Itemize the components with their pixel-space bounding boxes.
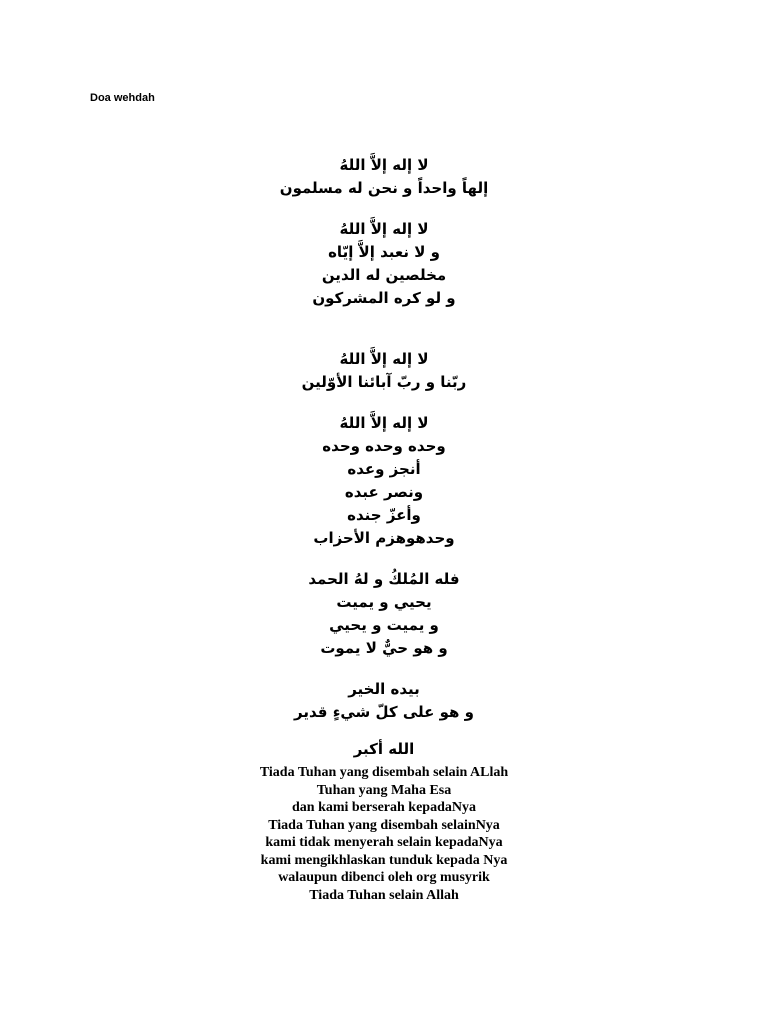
arabic-line: لا إله إلاَّ اللهُ [339,350,429,368]
arabic-line: وأعزّ جنده [347,506,421,524]
arabic-line: مخلصين له الدين [321,266,447,284]
translation-line: Tiada Tuhan yang disembah selainNya [268,817,500,833]
translation-line: walaupun dibenci oleh org musyrik [278,870,490,885]
arabic-line: وحده وحده وحده [322,437,446,455]
arabic-line: لا إله إلاَّ اللهُ [339,414,429,432]
arabic-line: لا إله إلاَّ اللهُ [339,156,429,174]
arabic-line: أنجز وعده [347,460,421,478]
translation-line: Tuhan yang Maha Esa [316,782,452,798]
arabic-stanza-3 [0,348,768,394]
arabic-stanza-4 [0,412,768,550]
malay-translation [0,764,768,904]
arabic-line: يحيي و يميت [336,593,432,611]
arabic-line: الله أكبر [353,740,415,758]
arabic-stanza-1 [0,154,768,200]
arabic-line: فله المُلكُ و لهُ الحمد [308,570,460,588]
arabic-stanza-6 [0,678,768,724]
arabic-line: لا إله إلاَّ اللهُ [339,220,429,238]
arabic-line: و يميت و يحيي [329,616,439,634]
arabic-line: ونصر عبده [344,483,424,501]
arabic-line: و هو على كلّ شيءٍ قدير [294,703,474,721]
arabic-stanza-5 [0,568,768,660]
arabic-line: و لا نعبد إلاَّ إيّاه [328,243,440,261]
arabic-stanza-2 [0,218,768,310]
arabic-line: و لو كره المشركون [312,289,456,307]
arabic-line: بيده الخير [348,680,420,698]
translation-line: kami tidak menyerah selain kepadaNya [265,835,503,850]
translation-line: Tiada Tuhan selain Allah [309,887,459,903]
translation-line: dan kami berserah kepadaNya [292,800,476,815]
document-title: Doa wehdah [90,92,155,104]
arabic-line: وحدهوهزم الأحزاب [313,529,455,547]
arabic-line: ربّنا و ربّ آبائنا الأوّلين [301,373,467,391]
arabic-prayer-text [0,154,768,761]
translation-line: kami mengikhlaskan tunduk kepada Nya [260,852,508,868]
translation-line: Tiada Tuhan yang disembah selain ALlah [259,765,509,780]
arabic-stanza-7 [0,738,768,761]
arabic-line: إلهاً واحداً و نحن له مسلمون [279,179,489,197]
arabic-line: و هو حيٌّ لا يموت [320,639,448,657]
